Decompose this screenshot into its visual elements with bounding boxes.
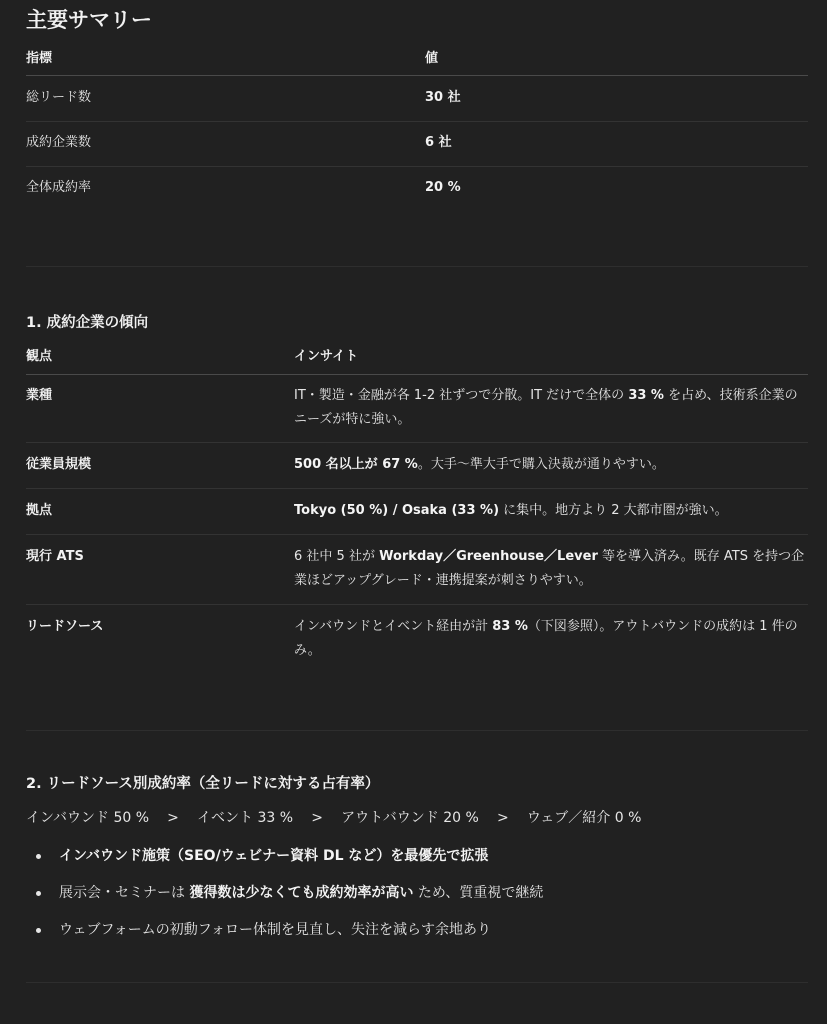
text-run: に集中。地方より 2 大都市圏が強い。 <box>499 503 728 518</box>
table-row <box>26 443 808 489</box>
list-item <box>26 842 808 879</box>
insight-cell <box>294 499 804 523</box>
metric-cell: 全体成約率 <box>26 180 92 195</box>
header-cell-metric: 指標 <box>26 51 53 66</box>
insight-cell <box>294 615 806 663</box>
bullet-icon <box>36 854 41 859</box>
table-row <box>26 605 808 675</box>
section-title-summary: 主要サマリー <box>26 8 152 32</box>
section-divider <box>26 266 808 267</box>
list-item <box>26 879 808 916</box>
greater-than-separator: > <box>496 810 509 826</box>
table-header-row <box>26 344 808 375</box>
emphasis-text: 獲得数は少なくても成約効率が高い <box>189 885 414 901</box>
list-item <box>26 916 808 953</box>
aspect-cell: 従業員規模 <box>26 457 92 472</box>
greater-than-separator: > <box>311 810 323 826</box>
table-row <box>26 375 808 443</box>
section-title-trends: 1. 成約企業の傾向 <box>26 315 149 331</box>
text-run: 6 社中 5 社が <box>294 549 380 564</box>
text-run: 展示会・セミナーは <box>59 885 190 901</box>
value-cell: 30 社 <box>425 90 461 105</box>
emphasis-text: 83 % <box>492 619 528 634</box>
text-run: インバウンドとイベント経由が計 <box>294 619 493 634</box>
bullet-icon <box>36 891 41 896</box>
section-divider <box>26 730 808 731</box>
ranking-item: イベント 33 % <box>197 810 294 826</box>
insight-cell <box>294 453 804 477</box>
emphasis-text: Tokyo (50 %) / Osaka (33 %) <box>294 503 500 518</box>
aspect-cell: リードソース <box>26 619 104 634</box>
metric-cell: 成約企業数 <box>26 135 92 150</box>
aspect-cell: 現行 ATS <box>26 549 84 564</box>
section-title-sources: 2. リードソース別成約率（全リードに対する占有率） <box>26 776 380 792</box>
insight-cell <box>294 384 804 432</box>
value-cell: 6 社 <box>425 135 452 150</box>
table-header-row <box>26 44 808 76</box>
text-run: 等を導入済み。既存 ATS を持つ企業ほどアップグレード・連携提案が刺さりやすい。 <box>294 549 805 588</box>
header-cell-insight: インサイト <box>294 349 359 364</box>
ranking-item: アウトバウンド 20 % <box>341 810 479 826</box>
aspect-cell: 業種 <box>26 388 53 403</box>
section-divider <box>26 982 808 983</box>
table-row <box>26 489 808 535</box>
insight-cell <box>294 545 808 593</box>
table-row <box>26 122 808 167</box>
table-row <box>26 76 808 122</box>
text-run: ため、質重視で継続 <box>413 885 544 901</box>
text-run: ウェブフォームの初動フォロー体制を見直し、失注を減らす余地あり <box>59 922 492 938</box>
lead-source-ranking <box>26 806 641 830</box>
header-cell-value: 値 <box>425 51 439 66</box>
emphasis-text: 33 % <box>628 388 664 403</box>
text-run: を占め、技術系企業のニーズが特に強い。 <box>294 388 798 427</box>
bullet-icon <box>36 928 41 933</box>
value-cell: 20 % <box>425 180 461 195</box>
table-row <box>26 535 808 605</box>
ranking-item: ウェブ／紹介 0 % <box>526 810 642 826</box>
emphasis-text: Workday／Greenhouse／Lever <box>379 549 598 564</box>
text-run: 。大手〜準大手で購入決裁が通りやすい。 <box>417 457 665 472</box>
text-run: IT・製造・金融が各 1-2 社ずつで分散。IT だけで全体の <box>294 388 629 403</box>
metric-cell: 総リード数 <box>26 90 92 105</box>
emphasis-text: インバウンド施策（SEO/ウェビナー資料 DL など）を最優先で拡張 <box>59 848 489 864</box>
recommendation-list <box>26 842 808 953</box>
text-run: （下図参照）。アウトバウンドの成約は 1 件のみ。 <box>294 619 798 658</box>
header-cell-aspect: 観点 <box>26 349 53 364</box>
ranking-item: インバウンド 50 % <box>26 810 150 826</box>
greater-than-separator: > <box>167 810 179 826</box>
aspect-cell: 拠点 <box>26 503 53 518</box>
table-row <box>26 167 808 211</box>
emphasis-text: 500 名以上が 67 % <box>294 457 418 472</box>
